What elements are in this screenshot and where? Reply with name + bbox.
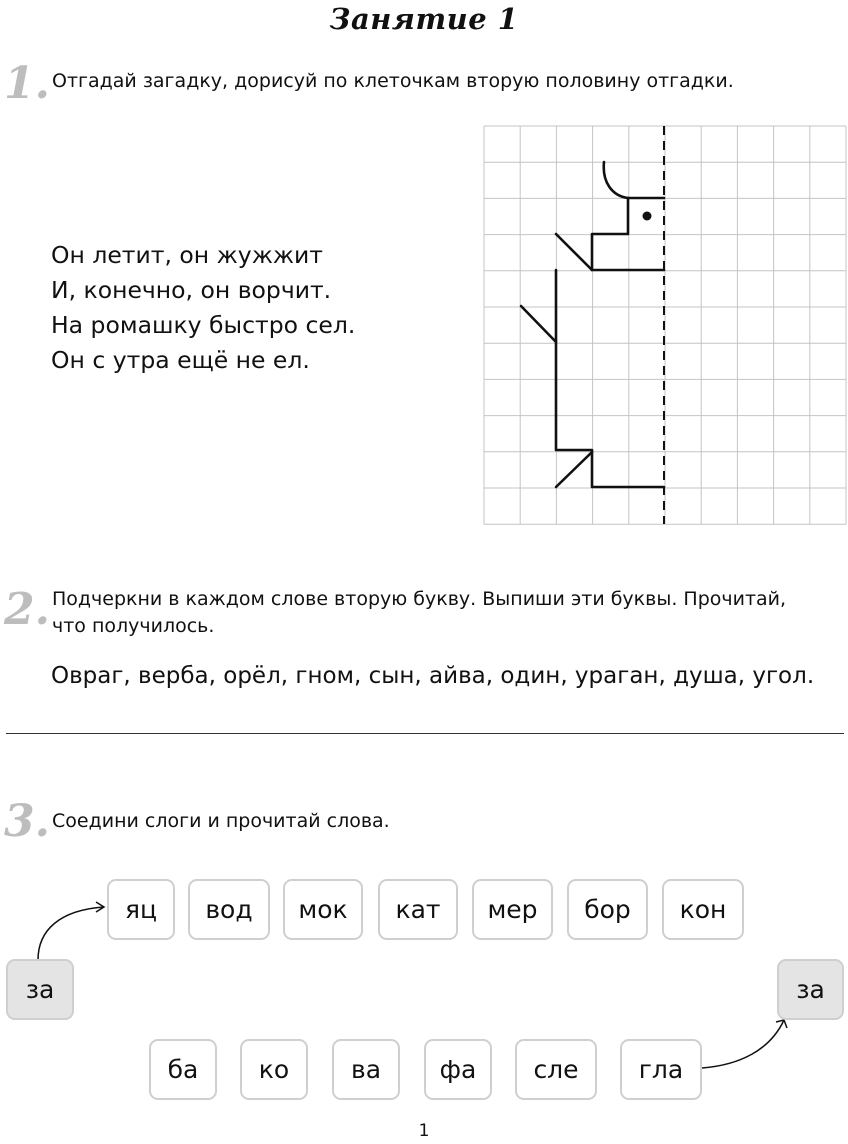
start-syllable-right[interactable]: за	[777, 959, 844, 1020]
syllable-card[interactable]: вод	[188, 879, 270, 940]
answer-line	[6, 733, 844, 734]
task-3-number: 3.	[4, 796, 50, 847]
syllable-card[interactable]: мок	[283, 879, 363, 940]
syllable-card[interactable]: гла	[620, 1039, 702, 1100]
task-3-instruction: Соедини слоги и прочитай слова.	[52, 810, 390, 832]
syllable-card[interactable]: яц	[107, 879, 175, 940]
task-2-word-list: Овраг, верба, орёл, гном, сын, айва, один, ураган, душа, угол.	[51, 663, 815, 689]
page-number: 1	[418, 1121, 430, 1141]
syllable-card[interactable]: сле	[515, 1039, 597, 1100]
task-2-instruction-line: что получилось.	[52, 615, 215, 637]
bee-eye-dot	[643, 212, 652, 221]
syllable-card[interactable]: кат	[378, 879, 458, 940]
task-2-instruction	[52, 586, 786, 640]
syllable-card[interactable]: бор	[567, 879, 648, 940]
syllable-card[interactable]: кон	[662, 879, 744, 940]
riddle-line: Он летит, он жужжит	[51, 241, 323, 269]
task-1-instruction: Отгадай загадку, дорисуй по клеточкам вторую половину отгадки.	[52, 70, 734, 92]
task-1-number: 1.	[4, 58, 50, 109]
syllable-card[interactable]: мер	[472, 879, 553, 940]
page-title: Занятие 1	[329, 2, 519, 36]
syllable-card[interactable]: ко	[240, 1039, 308, 1100]
task-2-number: 2.	[4, 584, 50, 635]
syllable-card[interactable]: ба	[149, 1039, 217, 1100]
start-syllable-left[interactable]: за	[6, 959, 74, 1020]
syllable-card[interactable]: ва	[332, 1039, 400, 1100]
riddle-line: На ромашку быстро сел.	[51, 311, 356, 339]
syllable-card[interactable]: фа	[424, 1039, 492, 1100]
riddle-line: Он с утра ещё не ел.	[51, 346, 310, 374]
task-2-instruction-line: Подчеркни в каждом слове вторую букву. Выпиши эти буквы. Прочитай,	[52, 588, 787, 610]
riddle-line: И, конечно, он ворчит.	[51, 276, 332, 304]
